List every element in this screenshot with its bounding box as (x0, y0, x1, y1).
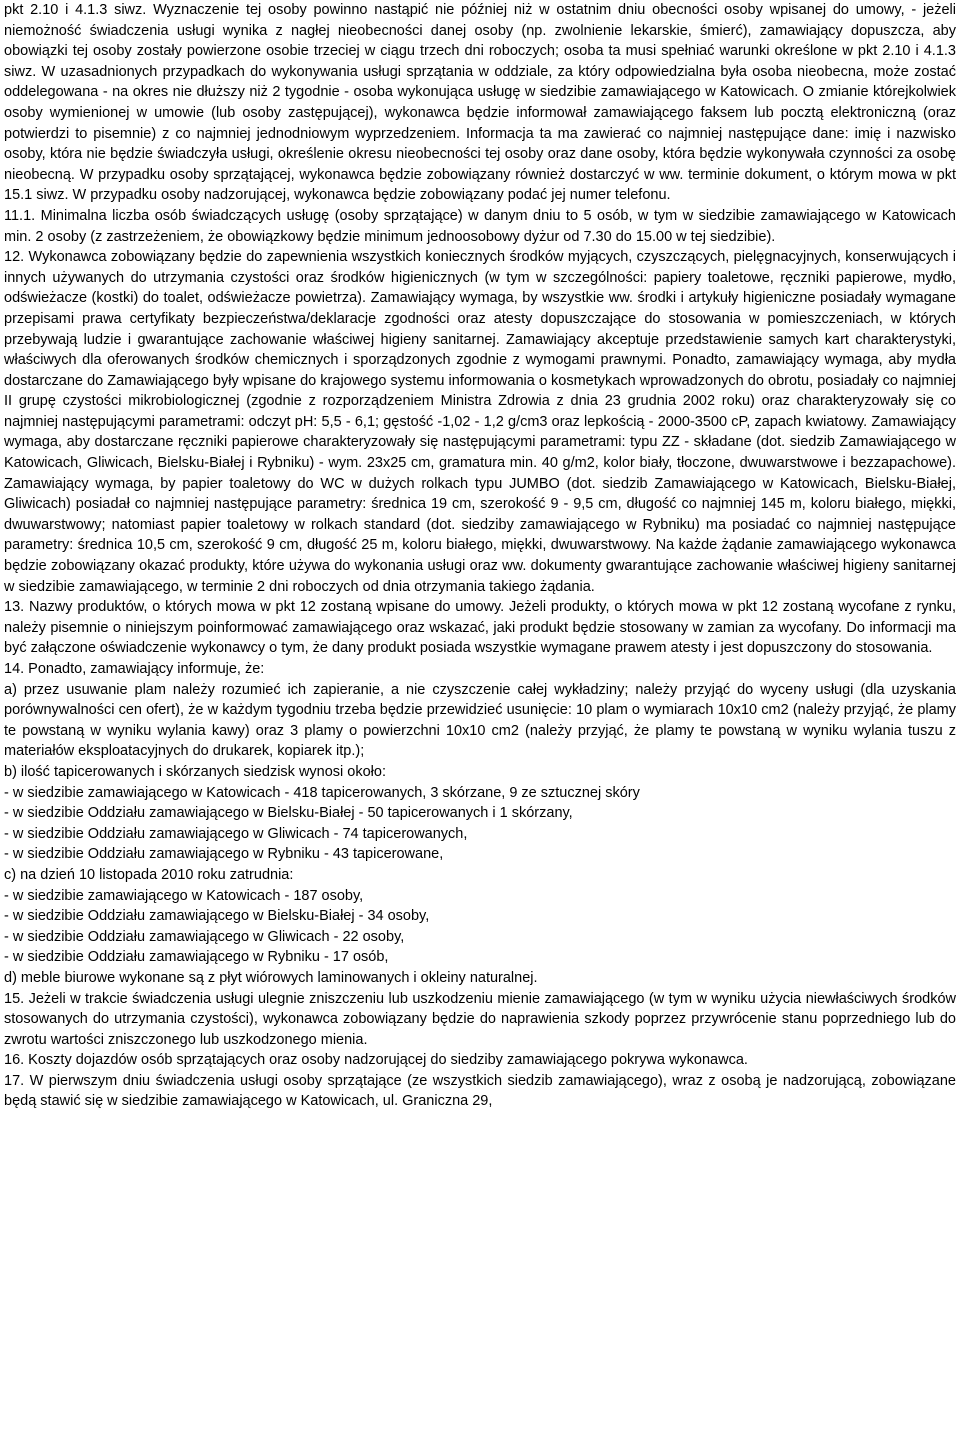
paragraph-14-d: d) meble biurowe wykonane są z płyt wiórowych laminowanych i okleiny naturalnej. (4, 969, 538, 986)
list-item: - w siedzibie Oddziału zamawiającego w Rybniku - 43 tapicerowane, (4, 846, 444, 863)
paragraph-13: 13. Nazwy produktów, o których mowa w pkt 12 zostaną wpisane do umowy. Jeżeli produkty, o których mowa w pkt 12 zostaną wycofane z rynku, należy pisemnie o niniejszym poinformować zamawiającego oraz wskazać, jaki produkt będzie stosowany w zamian za wycofany. Do informacji ma być załączone oświadczenie wykonawcy o tym, że dany produkt posiada wszystkie wymagane prawem atesty i jest dopuszczony do stosowania. (4, 599, 956, 657)
list-item: - w siedzibie zamawiającego w Katowicach - 187 osoby, (4, 887, 364, 904)
list-item: - w siedzibie Oddziału zamawiającego w Bielsku-Białej - 50 tapicerowanych i 1 skórzany, (4, 805, 573, 822)
list-item: - w siedzibie Oddziału zamawiającego w Gliwicach - 74 tapicerowanych, (4, 825, 468, 842)
paragraph-16: 16. Koszty dojazdów osób sprzątających oraz osoby nadzorującej do siedziby zamawiającego pokrywa wykonawca. (4, 1052, 748, 1069)
paragraph-14-c: c) na dzień 10 listopada 2010 roku zatrudnia: (4, 866, 294, 883)
paragraph-14: 14. Ponadto, zamawiający informuje, że: (4, 661, 265, 677)
paragraph-15: 15. Jeżeli w trakcie świadczenia usługi ulegnie zniszczeniu lub uszkodzeniu mienie zamawiającego (w tym w wyniku użycia niewłaściwych środków stosowanych do utrzymania czystości), wykonawca zobowiązany będzie do naprawienia szkody poprzez przywrócenie stanu poprzedniego lub do zwrotu wartości zniszczonego lub uszkodzonego mienia. (4, 990, 956, 1048)
list-item: - w siedzibie Oddziału zamawiającego w Bielsku-Białej - 34 osoby, (4, 908, 430, 925)
paragraph-14-a: a) przez usuwanie plam należy rozumieć ich zapieranie, a nie czyszczenie całej wykładziny; należy przyjąć do wyceny usługi (dla uzyskania porównywalności cen ofert), że w każdym tygodniu trzeba będzie przewidzieć usunięcie: 10 plam o wymiarach 10x10 cm2 (należy przyjąć, że plamy te powstaną w wyniku wylania kawy) oraz 3 plamy o powierzchni 10x10 cm2 (należy przyjąć, że plamy te powstaną w wyniku wylania tuszu z materiałów eksploatacyjnych do drukarek, kopiarek itp.); (4, 681, 956, 760)
list-item: - w siedzibie zamawiającego w Katowicach - 418 tapicerowanych, 3 skórzane, 9 ze sztucznej skóry (4, 784, 640, 801)
document-page (4, 0, 956, 1112)
paragraph-14-b: b) ilość tapicerowanych i skórzanych siedzisk wynosi około: (4, 763, 386, 780)
list-item: - w siedzibie Oddziału zamawiającego w Rybniku - 17 osób, (4, 949, 389, 966)
paragraph-continuation-11: pkt 2.10 i 4.1.3 siwz. Wyznaczenie tej osoby powinno nastąpić nie później niż w ostatnim dniu obecności osoby wpisanej do umowy, - jeżeli niemożność świadczenia usługi wynika z nagłej nieobecności danej osoby (np. zwolnienie lekarskie, śmierć), zamawiający dopuszcza, aby obowiązki tej osoby zostały powierzone osobie trzeciej w ciągu trzech dni roboczych; osoba ta musi spełniać warunki określone w pkt 2.10 i 4.1.3 siwz. W uzasadnionych przypadkach do wykonywania usługi sprzątania w oddziale, za który odpowiedzialna była osoba nieobecna, może zostać oddelegowana - na okres nie dłuższy niż 2 tygodnie - osoba wykonująca usługę w siedzibie zamawiającego w Katowicach. O zmianie którejkolwiek osoby wymienionej w umowie (lub osoby zastępującej), wykonawca będzie informował zamawiającego faksem lub pocztą elektroniczną (oraz potwierdzi to pisemnie) z co najmniej jednodniowym wyprzedzeniem. Informacja ta ma zawierać co najmniej następujące dane: imię i nazwisko osoby, która nie będzie świadczyła usługi, określenie okresu nieobecności tej osoby oraz dane osoby, która będzie wykonywała czynności za osobę nieobecną. W przypadku osoby sprzątającej, wykonawca będzie zobowiązany również dostarczyć w ww. terminie dokument, o którym mowa w pkt 15.1 siwz. W przypadku osoby nadzorującej, wykonawca będzie zobowiązany podać jej numer telefonu. (4, 2, 956, 204)
list-item: - w siedzibie Oddziału zamawiającego w Gliwicach - 22 osoby, (4, 928, 405, 945)
paragraph-11-1: 11.1. Minimalna liczba osób świadczących usługę (osoby sprzątające) w danym dniu to 5 osób, w tym w siedzibie zamawiającego w Katowicach min. 2 osoby (z zastrzeżeniem, że obowiązkowy będzie minimum jednoosobowy dyżur od 7.30 do 15.00 w tej siedzibie). (4, 207, 956, 245)
paragraph-12: 12. Wykonawca zobowiązany będzie do zapewnienia wszystkich koniecznych środków myjących, czyszczących, pielęgnacyjnych, konserwujących i innych używanych do utrzymania czystości oraz środków higienicznych (w tym w szczególności: papiery toaletowe, ręczniki papierowe, mydło, odświeżacze (kostki) do toalet, odświeżacze powietrza). Zamawiający wymaga, by wszystkie ww. środki i artykuły higieniczne posiadały wymagane przepisami prawa certyfikaty bezpieczeństwa/deklaracje zgodności oraz atesty dopuszczające do stosowania w pomieszczeniach, w których przebywają ludzie i gwarantujące zachowanie właściwej higieny sanitarnej. Zamawiający akceptuje przedstawienie samych kart charakterystyki, właściwych dla oferowanych środków chemicznych i sporządzonych zgodnie z wymogami prawnymi. Ponadto, zamawiający wymaga, aby mydła dostarczane do Zamawiającego były wpisane do krajowego systemu informowania o kosmetykach wprowadzonych do obrotu, posiadały co najmniej II grupę czystości mikrobiologicznej (zgodnie z rozporządzeniem Ministra Zdrowia z dnia 23 grudnia 2002 roku) oraz charakteryzowały się co najmniej następującymi parametrami: odczyt pH: 5,5 - 6,1; gęstość -1,02 - 1,2 g/cm3 oraz lepkością - 2000-3500 cP, zapach kwiatowy. Zamawiający wymaga, aby dostarczane ręczniki papierowe charakteryzowały się następującymi parametrami: typu ZZ - składane (dot. siedzib Zamawiającego w Katowicach, Gliwicach, Bielsku-Białej i Rybniku) - wym. 23x25 cm, gramatura min. 40 g/m2, kolor biały, tłoczone, dwuwarstwowe i bezzapachowe). Zamawiający wymaga, by papier toaletowy do WC w dużych rolkach typu JUMBO (dot. siedzib Zamawiającego w Katowicach, Bielsku-Białej, Gliwicach) posiadał co najmniej następujące parametry: średnica 19 cm, szerokość 9 - 9,5 cm, długość co najmniej 145 m, koloru białego, miękki, dwuwarstwowy; natomiast papier toaletowy w rolkach standard (dot. siedziby zamawiającego w Rybniku) ma posiadać co najmniej następujące parametry: średnica 10,5 cm, szerokość 9 cm, długość 25 m, koloru białego, miękki, dwuwarstwowy. Na każde żądanie zamawiającego wykonawca będzie zobowiązany okazać produkty, które używa do wykonania usługi oraz ww. dokumenty gwarantujące zachowanie właściwej higieny sanitarnej w siedzibie zamawiającego, w terminie 2 dni roboczych od dnia otrzymania takiego żądania. (4, 249, 956, 595)
paragraph-17: 17. W pierwszym dniu świadczenia usługi osoby sprzątające (ze wszystkich siedzib zamawiającego), wraz z osobą je nadzorującą, zobowiązane będą stawić się w siedzibie zamawiającego w Katowicach, ul. Graniczna 29, (4, 1072, 956, 1110)
